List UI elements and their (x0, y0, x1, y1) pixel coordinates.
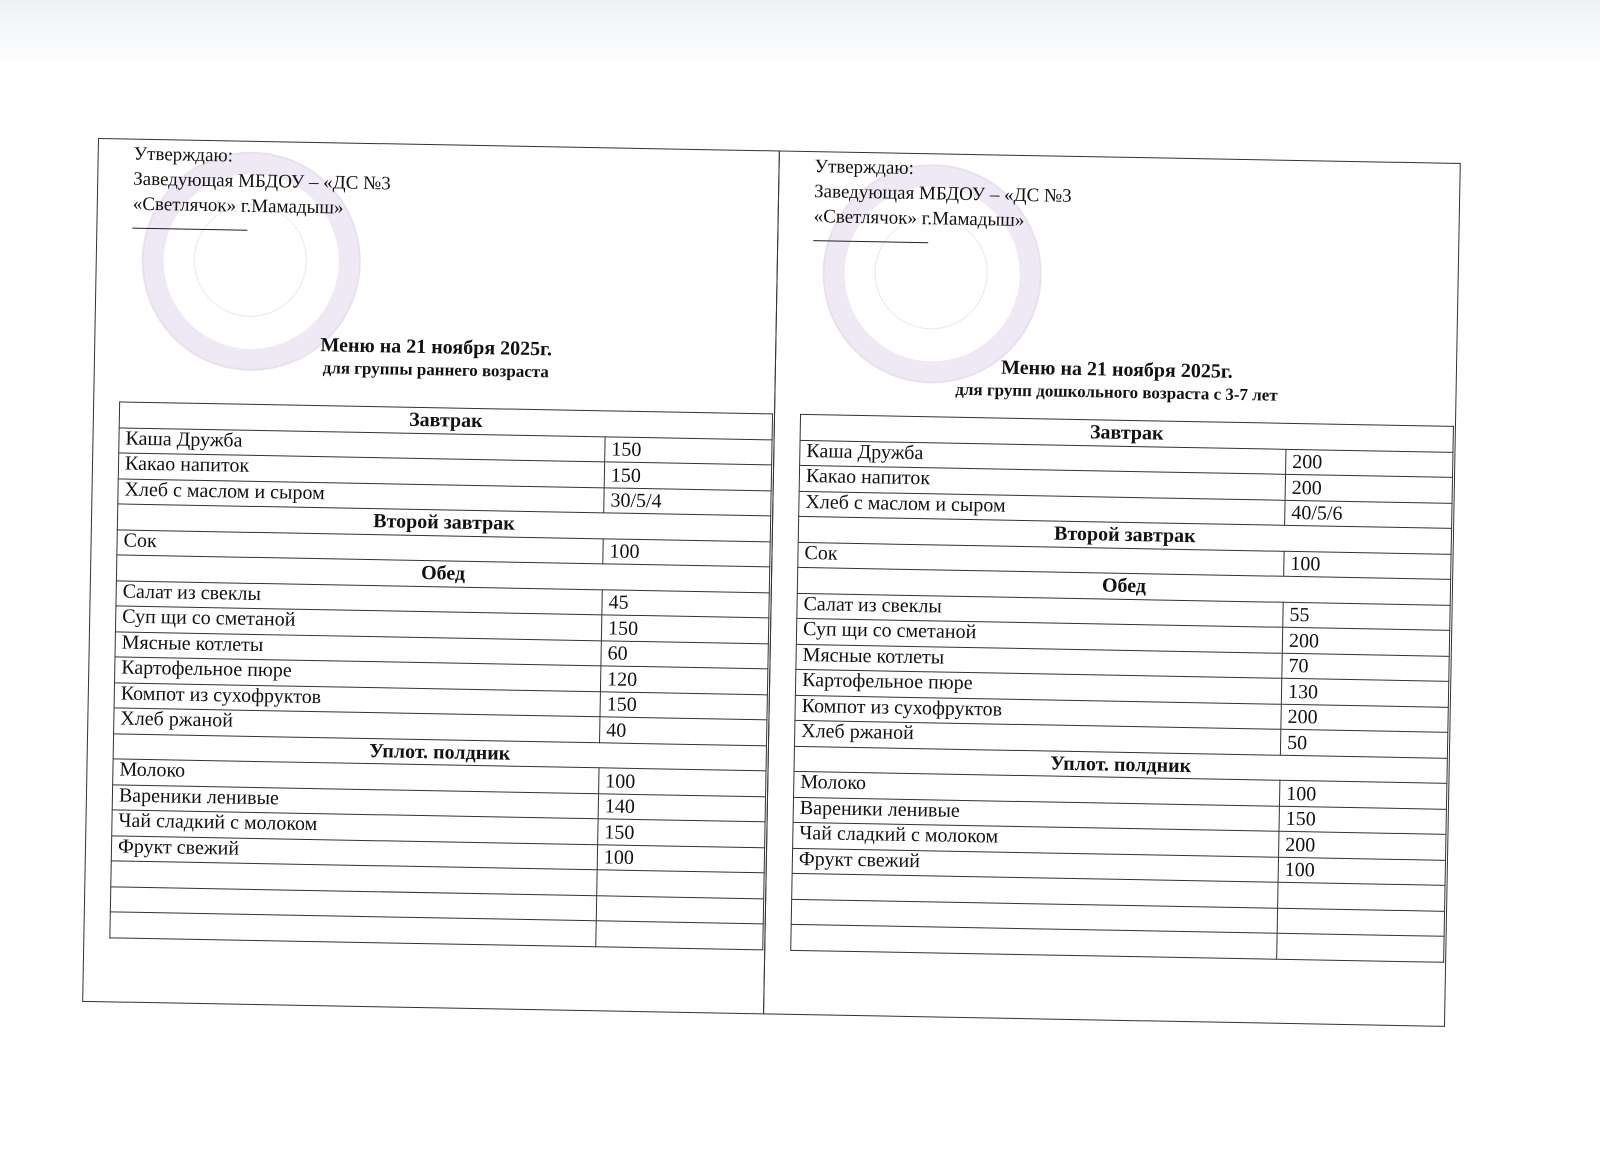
portion-size: 150 (598, 819, 765, 848)
dish-name: Хлеб ржаной (794, 720, 1280, 754)
dish-name: Компот из сухофруктов (114, 682, 600, 716)
portion-size (596, 921, 763, 950)
portion-size: 130 (1281, 678, 1448, 707)
menu-subtitle: для групп дошкольного возраста с 3-7 лет (955, 379, 1278, 405)
dish-name: Хлеб с маслом и сыром (799, 491, 1285, 525)
menu-title-block (95, 329, 778, 387)
portion-size: 100 (1284, 551, 1451, 580)
dish-name: Хлеб с маслом и сыром (118, 478, 604, 512)
approval-position: Заведующая МБДОУ – «ДС №3 (813, 181, 1072, 207)
portion-size (596, 895, 763, 924)
dish-name: Каша Дружба (800, 440, 1286, 474)
portion-size: 70 (1282, 653, 1449, 682)
portion-size: 100 (599, 768, 766, 797)
section-heading: Второй завтрак (798, 516, 1451, 553)
portion-size: 150 (604, 462, 771, 491)
dish-name: Сок (117, 529, 603, 563)
approval-heading: Утверждаю: (814, 156, 915, 179)
portion-size: 140 (598, 793, 765, 822)
panel-early-age (82, 138, 780, 1014)
portion-size: 100 (597, 844, 764, 873)
dish-name: Картофельное пюре (795, 669, 1281, 703)
portion-size: 30/5/4 (604, 487, 771, 516)
portion-size: 120 (600, 666, 767, 695)
menu-title: Меню на 21 ноября 2025г. (320, 334, 553, 361)
scan-edge (0, 0, 1600, 70)
approval-organization: «Светлячок» г.Мамадыш» (132, 193, 344, 219)
portion-size: 200 (1279, 831, 1446, 860)
dish-name: Вареники ленивые (793, 797, 1279, 831)
dish-name: Компот из сухофруктов (795, 695, 1281, 729)
section-heading: Уплот. полдник (113, 733, 766, 770)
panel-preschool-age (763, 150, 1461, 1026)
dish-name: Мясные котлеты (115, 631, 601, 665)
portion-size: 150 (600, 691, 767, 720)
approval-block (813, 154, 1072, 246)
portion-size: 50 (1280, 729, 1447, 758)
menu-title: Меню на 21 ноября 2025г. (1000, 356, 1233, 383)
portion-size: 150 (605, 436, 772, 465)
portion-size: 55 (1283, 602, 1450, 631)
approval-position: Заведующая МБДОУ – «ДС №3 (133, 168, 391, 195)
portion-size (1277, 908, 1444, 937)
dish-name: Каша Дружба (119, 427, 605, 461)
portion-size: 200 (1286, 449, 1453, 478)
portion-size: 40/5/6 (1285, 500, 1452, 529)
portion-size: 40 (600, 717, 767, 746)
section-heading: Завтрак (119, 402, 772, 439)
portion-size: 200 (1281, 704, 1448, 733)
dish-name: Сок (798, 542, 1284, 576)
menu-subtitle: для группы раннего возраста (322, 358, 550, 382)
menu-sheet (82, 138, 1488, 1041)
portion-size (597, 870, 764, 899)
dish-name: Чай сладкий с молоком (793, 822, 1279, 856)
menu-table (109, 401, 773, 949)
dish-name: Молоко (794, 771, 1280, 805)
portion-size: 100 (603, 538, 770, 567)
portion-size (1278, 882, 1445, 911)
dish-name: Вареники ленивые (112, 784, 598, 818)
dish-name: Салат из свеклы (116, 580, 602, 614)
menu-table (790, 414, 1454, 962)
dish-name: Салат из свеклы (797, 593, 1283, 627)
dish-name: Молоко (113, 759, 599, 793)
dish-name: Фрукт свежий (792, 848, 1278, 882)
dish-name: Какао напиток (118, 453, 604, 487)
dish-name: Мясные котлеты (796, 644, 1282, 678)
section-heading: Завтрак (800, 414, 1453, 451)
dish-name: Суп щи со сметаной (115, 606, 601, 640)
dish-name: Хлеб ржаной (114, 708, 600, 742)
portion-size: 150 (1279, 806, 1446, 835)
section-heading: Обед (797, 567, 1450, 604)
dish-name: Фрукт свежий (111, 835, 597, 869)
section-heading: Обед (116, 555, 769, 592)
portion-size: 200 (1285, 474, 1452, 503)
portion-size: 100 (1278, 857, 1445, 886)
dish-name: Картофельное пюре (115, 657, 601, 691)
portion-size: 45 (602, 589, 769, 618)
dish-name: Суп щи со сметаной (796, 618, 1282, 652)
section-heading: Второй завтрак (117, 504, 770, 541)
approval-heading: Утверждаю: (133, 143, 234, 167)
portion-size: 60 (601, 640, 768, 669)
approval-block (132, 142, 391, 234)
portion-size (1277, 933, 1444, 962)
section-heading: Уплот. полдник (794, 746, 1447, 783)
menu-title-block (775, 351, 1458, 409)
approval-organization: «Светлячок» г.Мамадыш» (813, 206, 1025, 231)
portion-size: 150 (601, 615, 768, 644)
dish-name: Какао напиток (799, 465, 1285, 499)
portion-size: 200 (1282, 627, 1449, 656)
portion-size: 100 (1279, 780, 1446, 809)
dish-name: Чай сладкий с молоком (112, 810, 598, 844)
